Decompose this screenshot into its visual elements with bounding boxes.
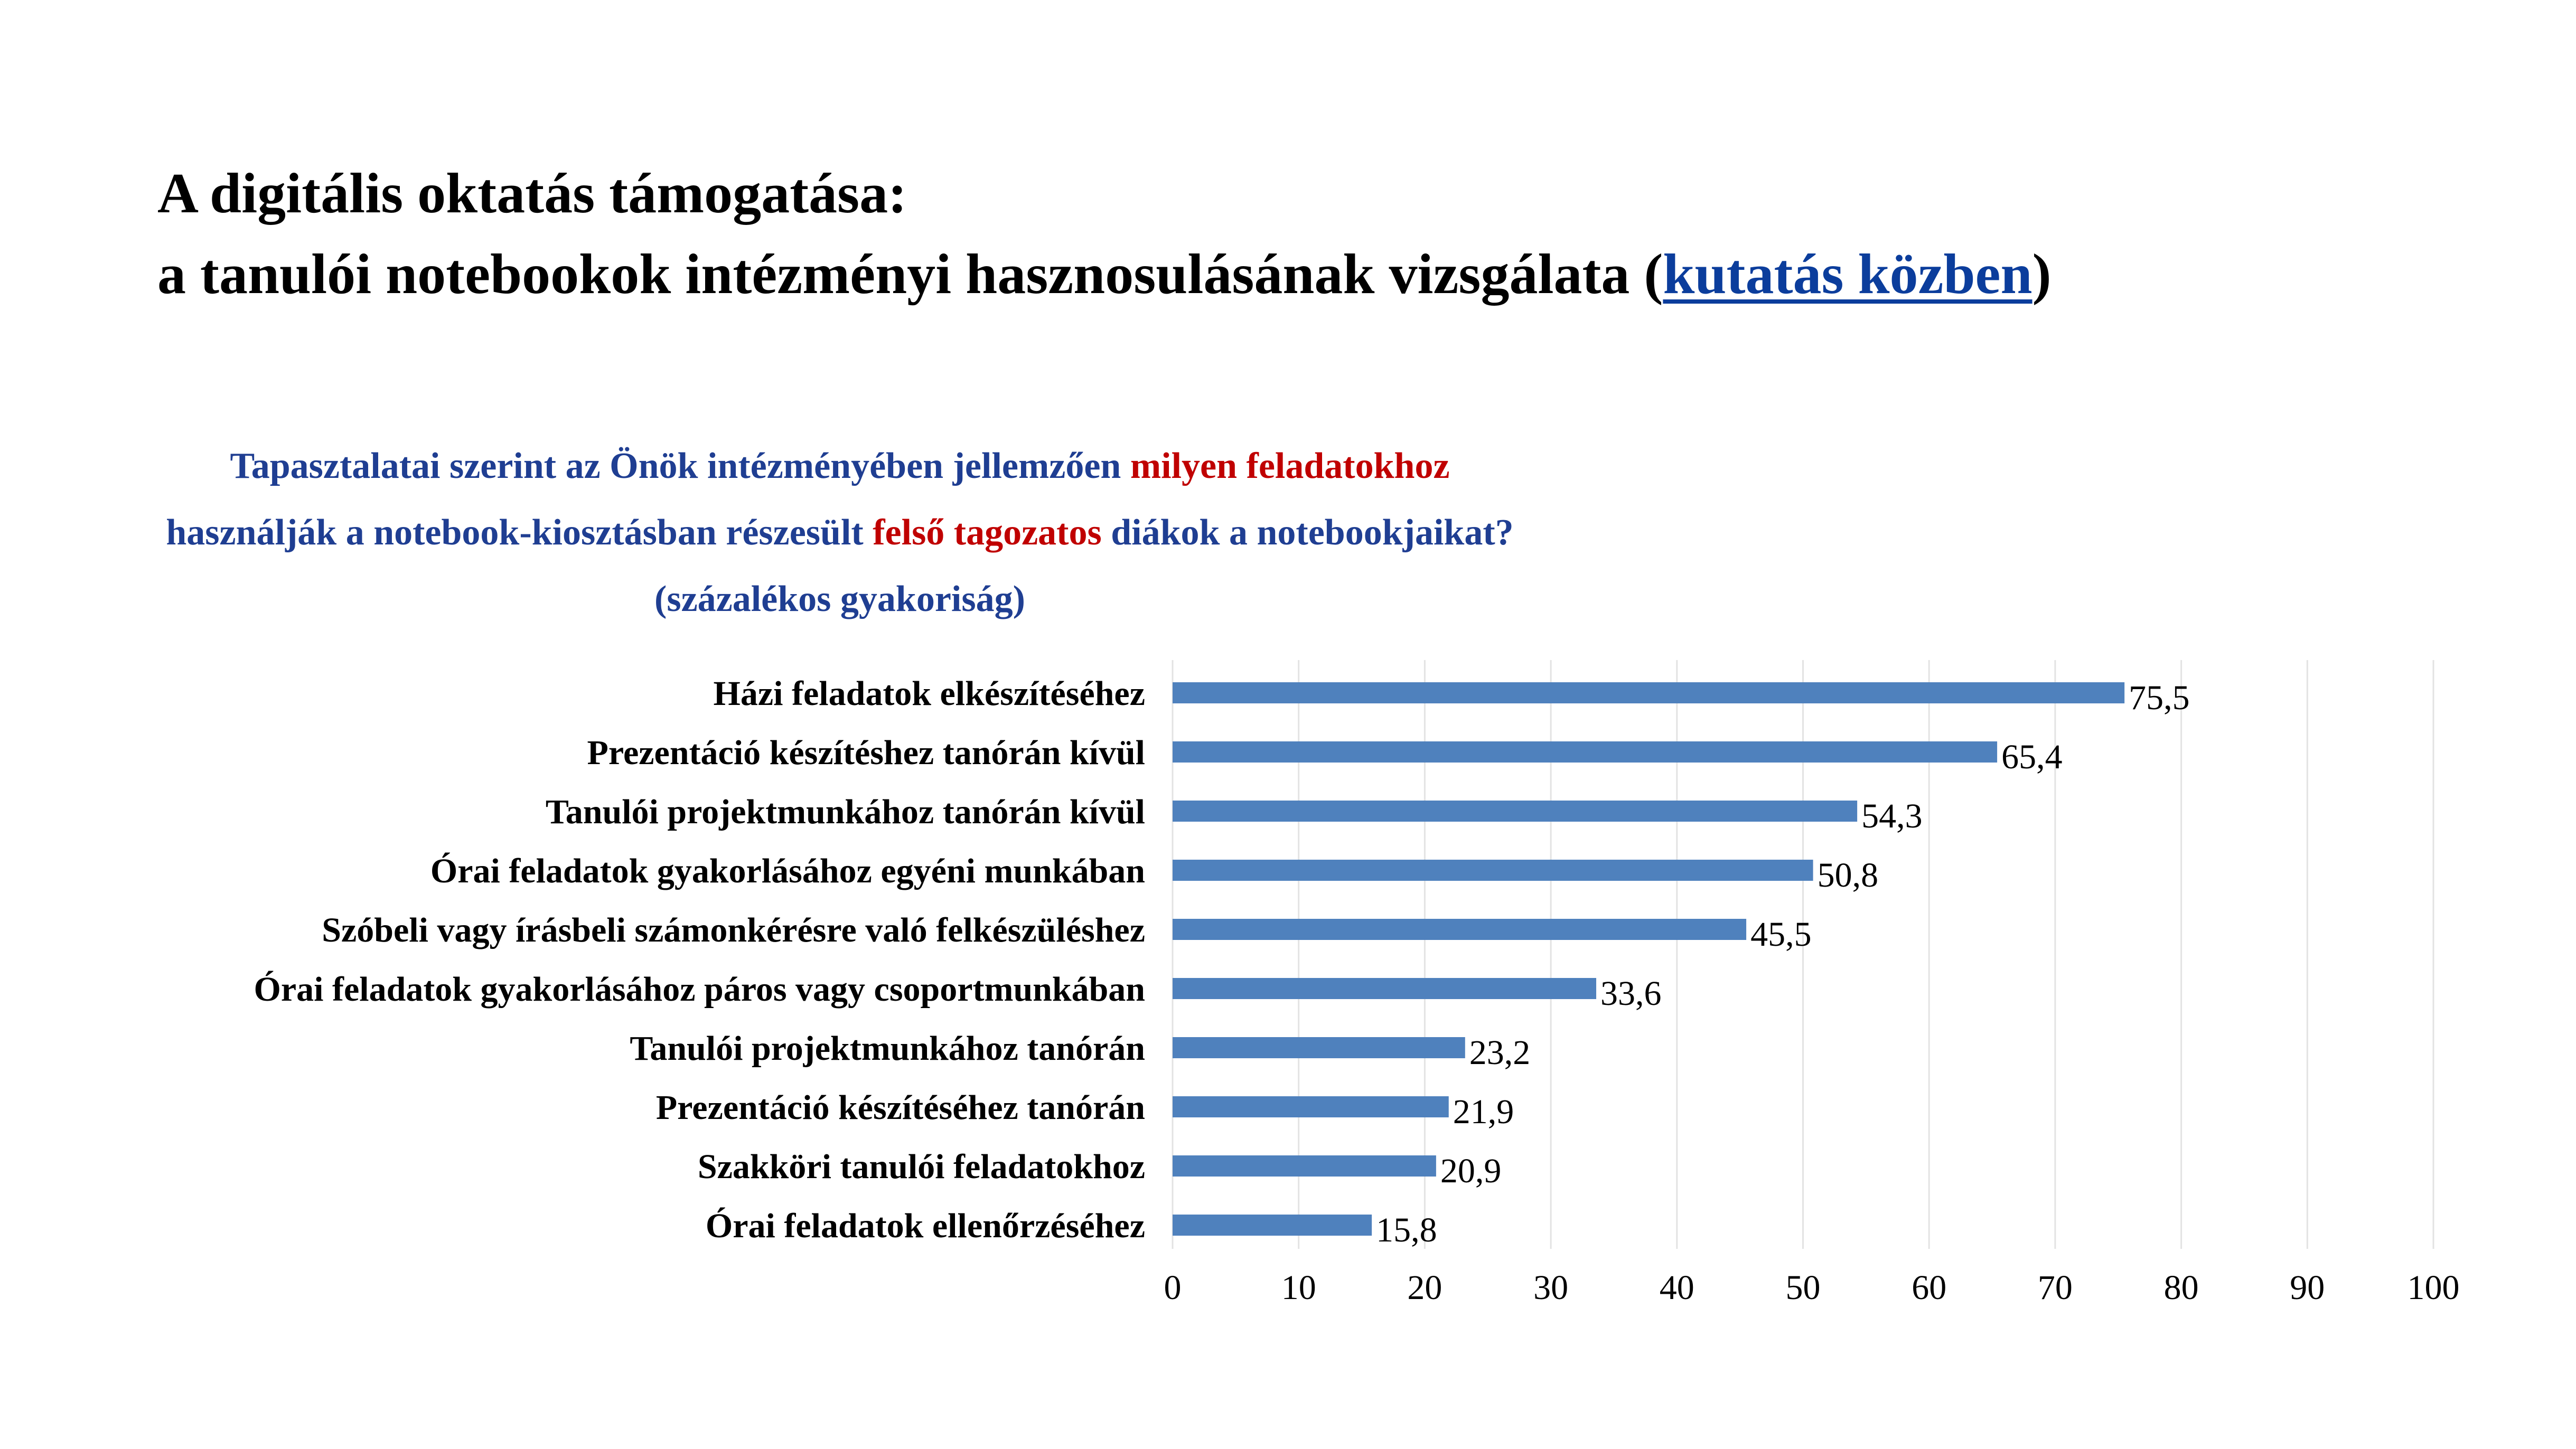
research-in-progress-link[interactable]: kutatás közben [1663, 243, 2032, 306]
category-label: Órai feladatok ellenőrzéséhez [705, 1207, 1145, 1245]
bar [1173, 1096, 1449, 1117]
x-tick-label: 30 [1533, 1268, 1569, 1307]
bar [1173, 741, 1997, 763]
heading-l2-highlight: felső tagozatos [873, 512, 1102, 553]
category-label: Prezentáció készítéséhez tanórán [655, 1088, 1145, 1127]
value-label: 21,9 [1453, 1093, 1514, 1131]
category-label: Szóbeli vagy írásbeli számonkérésre való felkészüléshez [322, 911, 1145, 949]
value-label: 50,8 [1817, 856, 1879, 895]
category-label: Tanulói projektmunkához tanórán kívül [545, 793, 1145, 831]
x-tick-label: 60 [1912, 1268, 1947, 1307]
x-tick-label: 10 [1281, 1268, 1316, 1307]
x-tick-label: 100 [2407, 1268, 2460, 1307]
category-label: Házi feladatok elkészítéséhez [713, 674, 1145, 713]
x-tick-label: 20 [1407, 1268, 1442, 1307]
value-label: 54,3 [1861, 797, 1923, 835]
heading-l2-text: használják a notebook-kiosztásban részesült [166, 512, 873, 553]
title-line-2-suffix: ) [2032, 243, 2052, 306]
value-label: 75,5 [2129, 679, 2190, 717]
category-label: Szakköri tanulói feladatokhoz [697, 1147, 1145, 1186]
value-label: 15,8 [1376, 1211, 1437, 1249]
x-tick-label: 70 [2037, 1268, 2073, 1307]
value-label: 23,2 [1469, 1033, 1531, 1072]
title-line-1: A digitális oktatás támogatása: [157, 162, 907, 225]
value-labels [1376, 679, 2190, 1249]
x-tick-label: 50 [1785, 1268, 1821, 1307]
x-tick-label: 0 [1164, 1268, 1182, 1307]
value-label: 33,6 [1600, 974, 1662, 1013]
category-label: Órai feladatok gyakorlásához páros vagy csoportmunkában [254, 970, 1145, 1009]
bar [1173, 1037, 1465, 1058]
x-tick-label: 80 [2163, 1268, 2199, 1307]
value-label: 65,4 [2001, 738, 2063, 776]
bars [1173, 682, 2124, 1236]
category-label: Órai feladatok gyakorlásához egyéni munkában [430, 852, 1145, 890]
category-label: Prezentáció készítéshez tanórán kívül [587, 733, 1145, 772]
bar [1173, 860, 1813, 881]
x-tick-label: 90 [2290, 1268, 2325, 1307]
category-label: Tanulói projektmunkához tanórán [630, 1029, 1145, 1068]
heading-l1-highlight: milyen feladatokhoz [1130, 446, 1450, 486]
bar [1173, 801, 1857, 822]
heading-l2-text-end: diákok a notebookjaikat? [1101, 512, 1514, 553]
x-tick-label: 40 [1659, 1268, 1694, 1307]
bar [1173, 919, 1746, 940]
bar [1173, 1155, 1436, 1177]
bar [1173, 682, 2124, 703]
bar [1173, 1215, 1372, 1236]
heading-l1-text: Tapasztalatai szerint az Önök intézményében jellemzően [230, 446, 1130, 486]
title-line-2-prefix: a tanulói notebookok intézményi hasznosulásának vizsgálata ( [157, 243, 1663, 306]
value-label: 20,9 [1440, 1152, 1502, 1190]
value-label: 45,5 [1750, 915, 1812, 954]
category-labels [254, 674, 1145, 1245]
bar [1173, 978, 1596, 999]
x-axis-ticks [1164, 1268, 2460, 1307]
chart-heading-line-3: (százalékos gyakoriság) [654, 579, 1025, 619]
